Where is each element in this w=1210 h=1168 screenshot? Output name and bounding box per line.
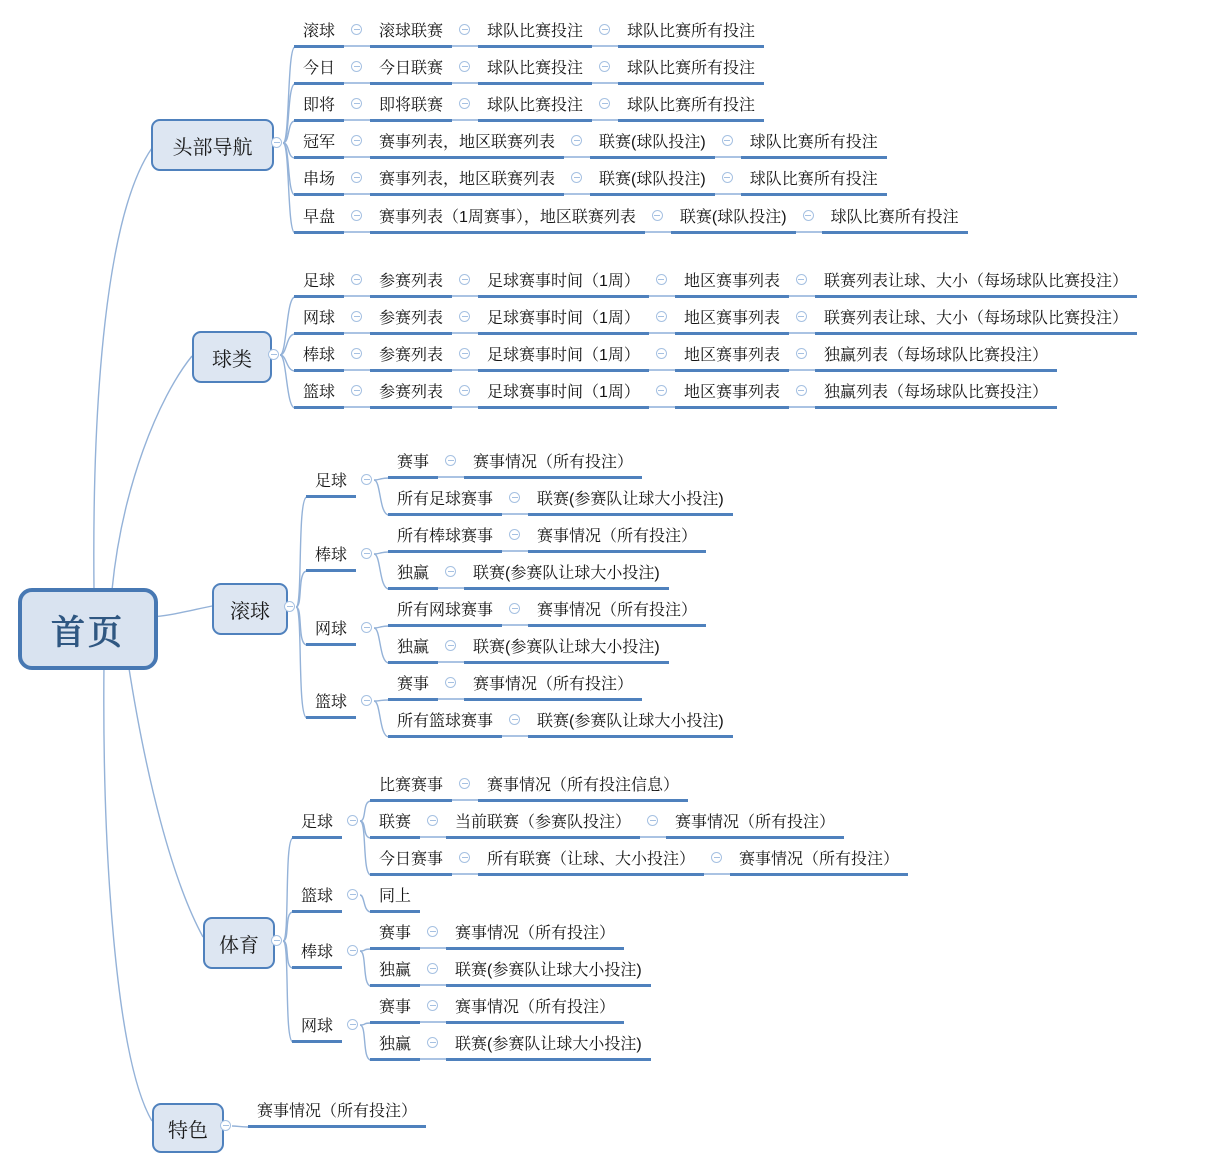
collapse-icon[interactable] — [459, 778, 470, 789]
collapse-connector — [342, 812, 366, 839]
topic-node[interactable]: 赛事 — [388, 674, 438, 701]
subtopic-node[interactable]: 网球 — [292, 1016, 342, 1043]
topic-node[interactable]: 滚球 — [294, 21, 344, 48]
collapse-icon[interactable] — [459, 98, 470, 109]
mindmap-row — [294, 169, 887, 196]
collapse-connector — [789, 345, 815, 371]
collapse-connector — [344, 207, 370, 233]
topic-node[interactable]: 所有篮球赛事 — [388, 711, 502, 738]
topic-node[interactable]: 足球 — [294, 271, 344, 298]
collapse-icon[interactable] — [571, 172, 582, 183]
topic-node[interactable]: 今日联赛 — [370, 58, 452, 85]
collapse-icon[interactable] — [459, 24, 470, 35]
collapse-connector — [420, 1034, 446, 1060]
collapse-connector — [420, 923, 446, 949]
collapse-icon[interactable] — [656, 274, 667, 285]
collapse-icon[interactable] — [347, 889, 358, 900]
collapse-connector — [715, 132, 741, 158]
topic-node[interactable]: 即将 — [294, 95, 344, 122]
collapse-connector — [502, 489, 528, 515]
collapse-connector — [420, 997, 446, 1023]
topic-node[interactable]: 即将联赛 — [370, 95, 452, 122]
collapse-connector — [452, 775, 478, 801]
collapse-connector — [645, 207, 671, 233]
branch-curve — [280, 355, 295, 408]
topic-node[interactable]: 所有网球赛事 — [388, 600, 502, 627]
branch-curve — [232, 1126, 248, 1127]
topic-node[interactable]: 球队比赛所有投注 — [741, 169, 887, 196]
subtopic-node[interactable]: 篮球 — [292, 886, 342, 913]
collapse-connector — [438, 637, 464, 663]
collapse-icon[interactable] — [459, 274, 470, 285]
collapse-icon[interactable] — [361, 548, 372, 559]
topic-node[interactable]: 联赛(球队投注) — [590, 132, 715, 159]
collapse-connector — [796, 207, 822, 233]
collapse-icon[interactable] — [599, 61, 610, 72]
collapse-connector — [344, 382, 370, 408]
mindmap-subparent — [306, 692, 380, 719]
topic-node[interactable]: 独赢 — [370, 1034, 420, 1061]
topic-node[interactable]: 所有足球赛事 — [388, 489, 502, 516]
mindmap-subparent — [306, 471, 380, 498]
collapse-connector — [502, 600, 528, 626]
collapse-icon[interactable] — [647, 815, 658, 826]
subtopic-node[interactable]: 网球 — [306, 619, 356, 646]
collapse-icon[interactable] — [351, 135, 362, 146]
topic-node[interactable]: 赛事 — [370, 997, 420, 1024]
topic-node[interactable]: 联赛(参赛队让球大小投注) — [464, 563, 669, 590]
collapse-icon[interactable] — [427, 963, 438, 974]
topic-node[interactable]: 赛事情况（所有投注） — [528, 600, 706, 627]
collapse-icon[interactable] — [351, 210, 362, 221]
topic-node[interactable]: 球队比赛投注 — [478, 21, 592, 48]
collapse-icon[interactable] — [351, 172, 362, 183]
collapse-connector — [649, 308, 675, 334]
collapse-connector — [344, 95, 370, 121]
topic-node[interactable]: 球队比赛所有投注 — [618, 21, 764, 48]
collapse-connector — [344, 308, 370, 334]
mindmap-subparent — [306, 545, 380, 572]
topic-node[interactable]: 足球赛事时间（1周） — [478, 308, 649, 335]
collapse-icon[interactable] — [459, 385, 470, 396]
subtopic-node[interactable]: 足球 — [292, 812, 342, 839]
collapse-icon[interactable] — [271, 137, 282, 148]
collapse-connector — [356, 471, 380, 498]
mindmap-row — [370, 775, 688, 802]
collapse-connector — [344, 58, 370, 84]
collapse-icon[interactable] — [459, 852, 470, 863]
mindmap-row — [370, 886, 420, 913]
collapse-connector — [342, 942, 366, 969]
topic-node[interactable]: 赛事情况（所有投注信息） — [478, 775, 688, 802]
subtopic-node[interactable]: 棒球 — [292, 942, 342, 969]
collapse-connector — [452, 382, 478, 408]
collapse-connector — [704, 849, 730, 875]
topic-node[interactable]: 独赢 — [388, 563, 438, 590]
topic-node[interactable]: 联赛(球队投注) — [590, 169, 715, 196]
collapse-connector — [452, 345, 478, 371]
topic-node[interactable]: 地区赛事列表 — [675, 382, 789, 409]
collapse-icon[interactable] — [652, 210, 663, 221]
collapse-icon[interactable] — [445, 677, 456, 688]
collapse-connector — [438, 452, 464, 478]
collapse-icon[interactable] — [722, 172, 733, 183]
collapse-connector — [649, 345, 675, 371]
branch-topic-features[interactable]: 特色 — [152, 1103, 224, 1153]
topic-node[interactable]: 所有联赛（让球、大小投注） — [478, 849, 704, 876]
branch-topic-sports[interactable]: 体育 — [203, 917, 275, 969]
topic-node[interactable]: 赛事情况（所有投注） — [248, 1101, 426, 1128]
collapse-icon[interactable] — [656, 348, 667, 359]
topic-node[interactable]: 足球赛事时间（1周） — [478, 345, 649, 372]
collapse-connector — [564, 169, 590, 195]
topic-node[interactable]: 赛事情况（所有投注） — [730, 849, 908, 876]
collapse-connector — [420, 812, 446, 838]
branch-curve — [128, 662, 203, 937]
mindmap-subparent — [292, 1016, 366, 1043]
mindmap-subparent — [292, 886, 366, 913]
topic-node[interactable]: 比赛赛事 — [370, 775, 452, 802]
collapse-icon[interactable] — [427, 1037, 438, 1048]
topic-node[interactable]: 赛事情况（所有投注） — [446, 997, 624, 1024]
collapse-icon[interactable] — [796, 385, 807, 396]
collapse-icon[interactable] — [459, 311, 470, 322]
collapse-connector — [452, 308, 478, 334]
topic-node[interactable]: 篮球 — [294, 382, 344, 409]
topic-node[interactable]: 联赛列表让球、大小（每场球队比赛投注） — [815, 308, 1137, 335]
topic-node[interactable]: 赛事列表，地区联赛列表 — [370, 132, 564, 159]
collapse-connector — [342, 1016, 366, 1043]
topic-node[interactable]: 球队比赛投注 — [478, 95, 592, 122]
mindmap-subparent — [306, 619, 380, 646]
collapse-icon[interactable] — [351, 385, 362, 396]
collapse-connector — [564, 132, 590, 158]
collapse-connector — [592, 58, 618, 84]
collapse-connector — [649, 271, 675, 297]
topic-node[interactable]: 赛事情况（所有投注） — [528, 526, 706, 553]
collapse-connector — [344, 271, 370, 297]
collapse-icon[interactable] — [711, 852, 722, 863]
mindmap-row — [370, 849, 908, 876]
mindmap-row — [294, 271, 1137, 298]
topic-node[interactable]: 参赛列表 — [370, 382, 452, 409]
topic-node[interactable]: 参赛列表 — [370, 308, 452, 335]
branch-topic-header-nav[interactable]: 头部导航 — [151, 119, 274, 171]
topic-node[interactable]: 滚球联赛 — [370, 21, 452, 48]
collapse-icon[interactable] — [445, 455, 456, 466]
topic-node[interactable]: 球队比赛所有投注 — [618, 58, 764, 85]
topic-node[interactable]: 独赢列表（每场球队比赛投注） — [815, 345, 1057, 372]
collapse-icon[interactable] — [347, 945, 358, 956]
collapse-icon[interactable] — [656, 311, 667, 322]
topic-node[interactable]: 所有棒球赛事 — [388, 526, 502, 553]
mindmap-row — [370, 960, 651, 987]
topic-node[interactable]: 今日 — [294, 58, 344, 85]
topic-node[interactable]: 今日赛事 — [370, 849, 452, 876]
collapse-connector — [452, 95, 478, 121]
topic-node[interactable]: 足球赛事时间（1周） — [478, 271, 649, 298]
collapse-connector — [342, 886, 366, 913]
mindmap-row — [294, 308, 1137, 335]
collapse-connector — [452, 271, 478, 297]
mindmap-row — [370, 923, 624, 950]
mindmap-row — [370, 997, 624, 1024]
collapse-icon[interactable] — [445, 640, 456, 651]
collapse-connector — [789, 308, 815, 334]
topic-node[interactable]: 联赛 — [370, 812, 420, 839]
mindmap-row — [294, 345, 1057, 372]
collapse-icon[interactable] — [427, 815, 438, 826]
topic-node[interactable]: 独赢列表（每场球队比赛投注） — [815, 382, 1057, 409]
topic-node[interactable]: 网球 — [294, 308, 344, 335]
mindmap-row — [294, 207, 968, 234]
topic-node[interactable]: 独赢 — [388, 637, 438, 664]
topic-node[interactable]: 球队比赛所有投注 — [741, 132, 887, 159]
mindmap-row — [248, 1101, 426, 1128]
collapse-connector — [649, 382, 675, 408]
collapse-icon[interactable] — [351, 24, 362, 35]
collapse-icon[interactable] — [361, 695, 372, 706]
topic-node[interactable]: 球队比赛所有投注 — [822, 207, 968, 234]
collapse-icon[interactable] — [796, 311, 807, 322]
collapse-icon[interactable] — [427, 1000, 438, 1011]
mindmap-row — [388, 452, 642, 479]
topic-node[interactable]: 联赛(参赛队让球大小投注) — [528, 711, 733, 738]
collapse-icon[interactable] — [722, 135, 733, 146]
mindmap-subparent — [292, 942, 366, 969]
collapse-connector — [640, 812, 666, 838]
topic-node[interactable]: 联赛(参赛队让球大小投注) — [446, 960, 651, 987]
topic-node[interactable]: 棒球 — [294, 345, 344, 372]
collapse-icon[interactable] — [220, 1120, 231, 1131]
collapse-connector — [502, 711, 528, 737]
collapse-icon[interactable] — [445, 566, 456, 577]
collapse-connector — [592, 21, 618, 47]
collapse-connector — [420, 960, 446, 986]
collapse-connector — [344, 345, 370, 371]
topic-node[interactable]: 联赛列表让球、大小（每场球队比赛投注） — [815, 271, 1137, 298]
collapse-connector — [356, 545, 380, 572]
root-topic[interactable]: 首页 — [18, 588, 158, 670]
collapse-icon[interactable] — [361, 622, 372, 633]
mindmap-row — [388, 489, 733, 516]
topic-node[interactable]: 联赛(参赛队让球大小投注) — [446, 1034, 651, 1061]
topic-node[interactable]: 地区赛事列表 — [675, 308, 789, 335]
topic-node[interactable]: 地区赛事列表 — [675, 345, 789, 372]
topic-node[interactable]: 联赛(参赛队让球大小投注) — [464, 637, 669, 664]
collapse-icon[interactable] — [509, 603, 520, 614]
collapse-icon[interactable] — [796, 348, 807, 359]
topic-node[interactable]: 参赛列表 — [370, 345, 452, 372]
collapse-icon[interactable] — [351, 61, 362, 72]
collapse-icon[interactable] — [351, 98, 362, 109]
collapse-icon[interactable] — [459, 61, 470, 72]
collapse-icon[interactable] — [268, 349, 279, 360]
collapse-connector — [356, 692, 380, 719]
topic-node[interactable]: 当前联赛（参赛队投注） — [446, 812, 640, 839]
collapse-icon[interactable] — [509, 714, 520, 725]
collapse-icon[interactable] — [284, 601, 295, 612]
collapse-connector — [452, 58, 478, 84]
collapse-connector — [344, 169, 370, 195]
collapse-icon[interactable] — [599, 24, 610, 35]
collapse-icon[interactable] — [347, 815, 358, 826]
collapse-icon[interactable] — [571, 135, 582, 146]
mindmap-row — [388, 526, 706, 553]
subtopic-node[interactable]: 足球 — [306, 471, 356, 498]
collapse-connector — [344, 21, 370, 47]
topic-node[interactable]: 赛事 — [370, 923, 420, 950]
topic-node[interactable]: 赛事情况（所有投注） — [464, 674, 642, 701]
collapse-icon[interactable] — [656, 385, 667, 396]
topic-node[interactable]: 球队比赛所有投注 — [618, 95, 764, 122]
topic-node[interactable]: 球队比赛投注 — [478, 58, 592, 85]
topic-node[interactable]: 足球赛事时间（1周） — [478, 382, 649, 409]
collapse-connector — [592, 95, 618, 121]
branch-topic-rolling[interactable]: 滚球 — [212, 583, 288, 635]
topic-node[interactable]: 联赛(参赛队让球大小投注) — [528, 489, 733, 516]
branch-topic-ball-types[interactable]: 球类 — [192, 331, 272, 383]
collapse-icon[interactable] — [271, 935, 282, 946]
collapse-connector — [789, 382, 815, 408]
topic-node[interactable]: 赛事情况（所有投注） — [666, 812, 844, 839]
branch-curve — [104, 662, 152, 1121]
topic-node[interactable]: 赛事情况（所有投注） — [446, 923, 624, 950]
collapse-connector — [452, 849, 478, 875]
mindmap-row — [370, 812, 844, 839]
topic-node[interactable]: 地区赛事列表 — [675, 271, 789, 298]
mindmap-row — [370, 1034, 651, 1061]
branch-curve — [280, 297, 295, 355]
collapse-icon[interactable] — [599, 98, 610, 109]
collapse-connector — [715, 169, 741, 195]
mindmap-row — [294, 95, 764, 122]
collapse-icon[interactable] — [803, 210, 814, 221]
topic-node[interactable]: 赛事列表（1周赛事），地区联赛列表 — [370, 207, 645, 234]
topic-node[interactable]: 参赛列表 — [370, 271, 452, 298]
topic-node[interactable]: 赛事 — [388, 452, 438, 479]
collapse-icon[interactable] — [351, 274, 362, 285]
collapse-connector — [344, 132, 370, 158]
topic-node[interactable]: 联赛(球队投注) — [671, 207, 796, 234]
collapse-connector — [438, 563, 464, 589]
collapse-icon[interactable] — [351, 311, 362, 322]
topic-node[interactable]: 赛事情况（所有投注） — [464, 452, 642, 479]
collapse-connector — [789, 271, 815, 297]
collapse-connector — [438, 674, 464, 700]
topic-node[interactable]: 赛事列表，地区联赛列表 — [370, 169, 564, 196]
collapse-icon[interactable] — [796, 274, 807, 285]
collapse-icon[interactable] — [427, 926, 438, 937]
mindmap-row — [294, 21, 764, 48]
mindmap-row — [388, 563, 669, 590]
collapse-connector — [356, 619, 380, 646]
topic-node[interactable]: 冠军 — [294, 132, 344, 159]
topic-node[interactable]: 早盘 — [294, 207, 344, 234]
mindmap-row — [388, 711, 733, 738]
collapse-icon[interactable] — [351, 348, 362, 359]
subtopic-node[interactable]: 棒球 — [306, 545, 356, 572]
collapse-icon[interactable] — [347, 1019, 358, 1030]
mindmap-row — [294, 58, 764, 85]
collapse-icon[interactable] — [459, 348, 470, 359]
collapse-icon[interactable] — [509, 529, 520, 540]
mindmap-row — [294, 132, 887, 159]
topic-node[interactable]: 串场 — [294, 169, 344, 196]
subtopic-node[interactable]: 篮球 — [306, 692, 356, 719]
collapse-icon[interactable] — [361, 474, 372, 485]
mindmap-subparent — [292, 812, 366, 839]
mindmap-row — [388, 674, 642, 701]
branch-curve — [112, 356, 192, 590]
topic-node[interactable]: 独赢 — [370, 960, 420, 987]
mindmap-row — [294, 382, 1057, 409]
collapse-connector — [502, 526, 528, 552]
topic-node[interactable]: 同上 — [370, 886, 420, 913]
collapse-connector — [452, 21, 478, 47]
mindmap-row — [388, 637, 669, 664]
collapse-icon[interactable] — [509, 492, 520, 503]
mindmap-row — [388, 600, 706, 627]
branch-curve — [150, 606, 212, 617]
